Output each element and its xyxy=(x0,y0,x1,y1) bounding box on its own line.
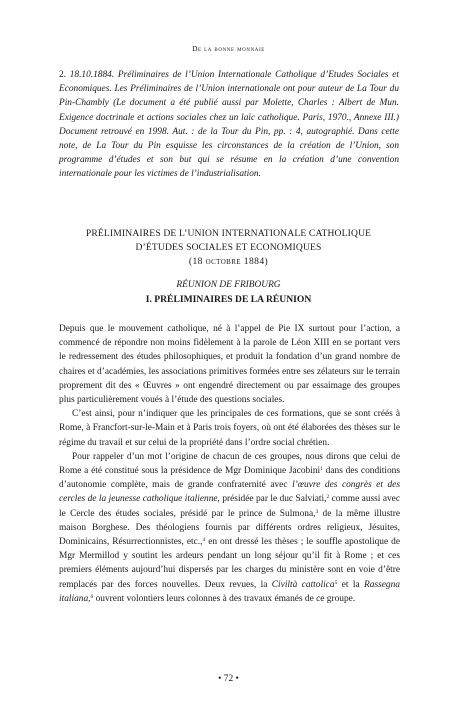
note-text: 18.10.1884. Préliminaires de l’Union Internationale Catholique d’Etudes Sociales et Economiques. Les Préliminaires de l’Union internationale ont pour auteur de La Tour du Pin-Chambly (Le document a été publié aussi par Molette, Charles : Albert de Mun. Exigence doctrinale et actions sociales chez un laïc catholique. Paris, 1970., Annexe III.) Document retrouvé en 1998. Aut. : de la Tour du Pin, pp. : 4, autographié. Dans cette note, de La Tour du Pin esquisse les circonstances de la création de l’Union, son programme d’études et son but qui se résume en la création d’une convention internationale pour les victimes de l’industrialisation. xyxy=(59,70,399,180)
meeting-heading: RÉUNION DE FRIBOURG xyxy=(176,280,281,290)
footnote-ref-6: 6 xyxy=(90,593,94,600)
archival-note xyxy=(59,68,399,182)
document-title xyxy=(40,227,417,270)
p3-text-4: comme aussi avec le Cercle des études sociales, présidé par le prince de Sulmona, xyxy=(59,494,400,519)
footnote-ref-2: 2 xyxy=(326,494,330,501)
paragraph-3 xyxy=(59,450,400,606)
section-heading: I. PRÉLIMINAIRES DE LA RÉUNION xyxy=(145,294,312,305)
running-head: De la bonne monnaie xyxy=(192,44,265,53)
p3-text-7: et la xyxy=(337,579,365,590)
document-date: (18 octobre 1884) xyxy=(188,256,269,268)
paragraph-2: C’est ainsi, pour n’indiquer que les principales de ces formations, que se sont créés à Rome, à Francfort-sur-le-Main et à Paris trois foyers, où ont été élaborées des thèses sur le régime du travail et sur celui de la propriété dans l’ordre social chrétien. xyxy=(59,409,400,448)
p3-text-5: de la même illustre maison Borghese. Des théologiens fournis par différents ordres religieux, Jésuites, Dominicains, Résurrectionnistes, etc., xyxy=(59,508,400,548)
p3-italic-1: l’œuvre des congrès et des cercles de la jeunesse catholique italienne, xyxy=(59,480,400,505)
footnote-ref-3: 3 xyxy=(315,508,319,515)
paragraph-1: Depuis que le mouvement catholique, né à l’appel de Pie IX surtout pour l’action, a commencé de répondre non moins fidèlement à la parole de Léon XIII en se portant vers le redressement des études philosophiques, et produit la fondation d’un grand nombre de chaires et d’académies, les associations primitives formées entre ses zélateurs sur le terrain proprement dit des « Œuvres » ont engendré directement ou par essaimage des groupes plus particulièrement voués à l’étude des questions sociales. xyxy=(59,324,400,406)
p3-text-6: en ont dressé les thèses ; le souffle apostolique de Mgr Mermillod y soutint les ardeurs pendant un long séjour qu’il fit à Rome ; et ces premiers éléments aujourd’hui dispersés par les charges du ministère sont en voie d’être remplacés par des forces nouvelles. Deux revues, la xyxy=(59,537,400,590)
footnote-ref-4: 4 xyxy=(202,537,206,544)
p3-text-1: Pour rappeler d’un mot l’origine de chacun de ces groupes, nous dirons que celui de Rome a été constitué sous la présidence de Mgr Dominique Jacobini xyxy=(59,451,400,477)
p3-text-3: présidée par le duc Salviati, xyxy=(219,494,327,505)
document-title-line-1: PRÉLIMINAIRES DE L’UNION INTERNATIONALE CATHOLIQUE xyxy=(85,228,372,239)
body-text xyxy=(59,322,400,606)
note-number: 2. xyxy=(59,70,67,80)
footnote-ref-1: 1 xyxy=(320,466,323,473)
p3-italic-2: Civiltà cattolica xyxy=(271,579,335,590)
footnote-ref-5: 5 xyxy=(334,579,338,586)
document-title-line-2: D’ÉTUDES SOCIALES ET ECONOMIQUES xyxy=(135,242,322,254)
p3-italic-3: Rassegna italiana, xyxy=(59,579,400,604)
p3-text-8: ouvrent volontiers leurs colonnes à des travaux émanés de ce groupe. xyxy=(93,593,356,604)
p3-text-2: dans des conditions d’autonomie complète, mais de grande confraternité avec xyxy=(59,466,400,491)
page-number: • 72 • xyxy=(218,674,239,684)
